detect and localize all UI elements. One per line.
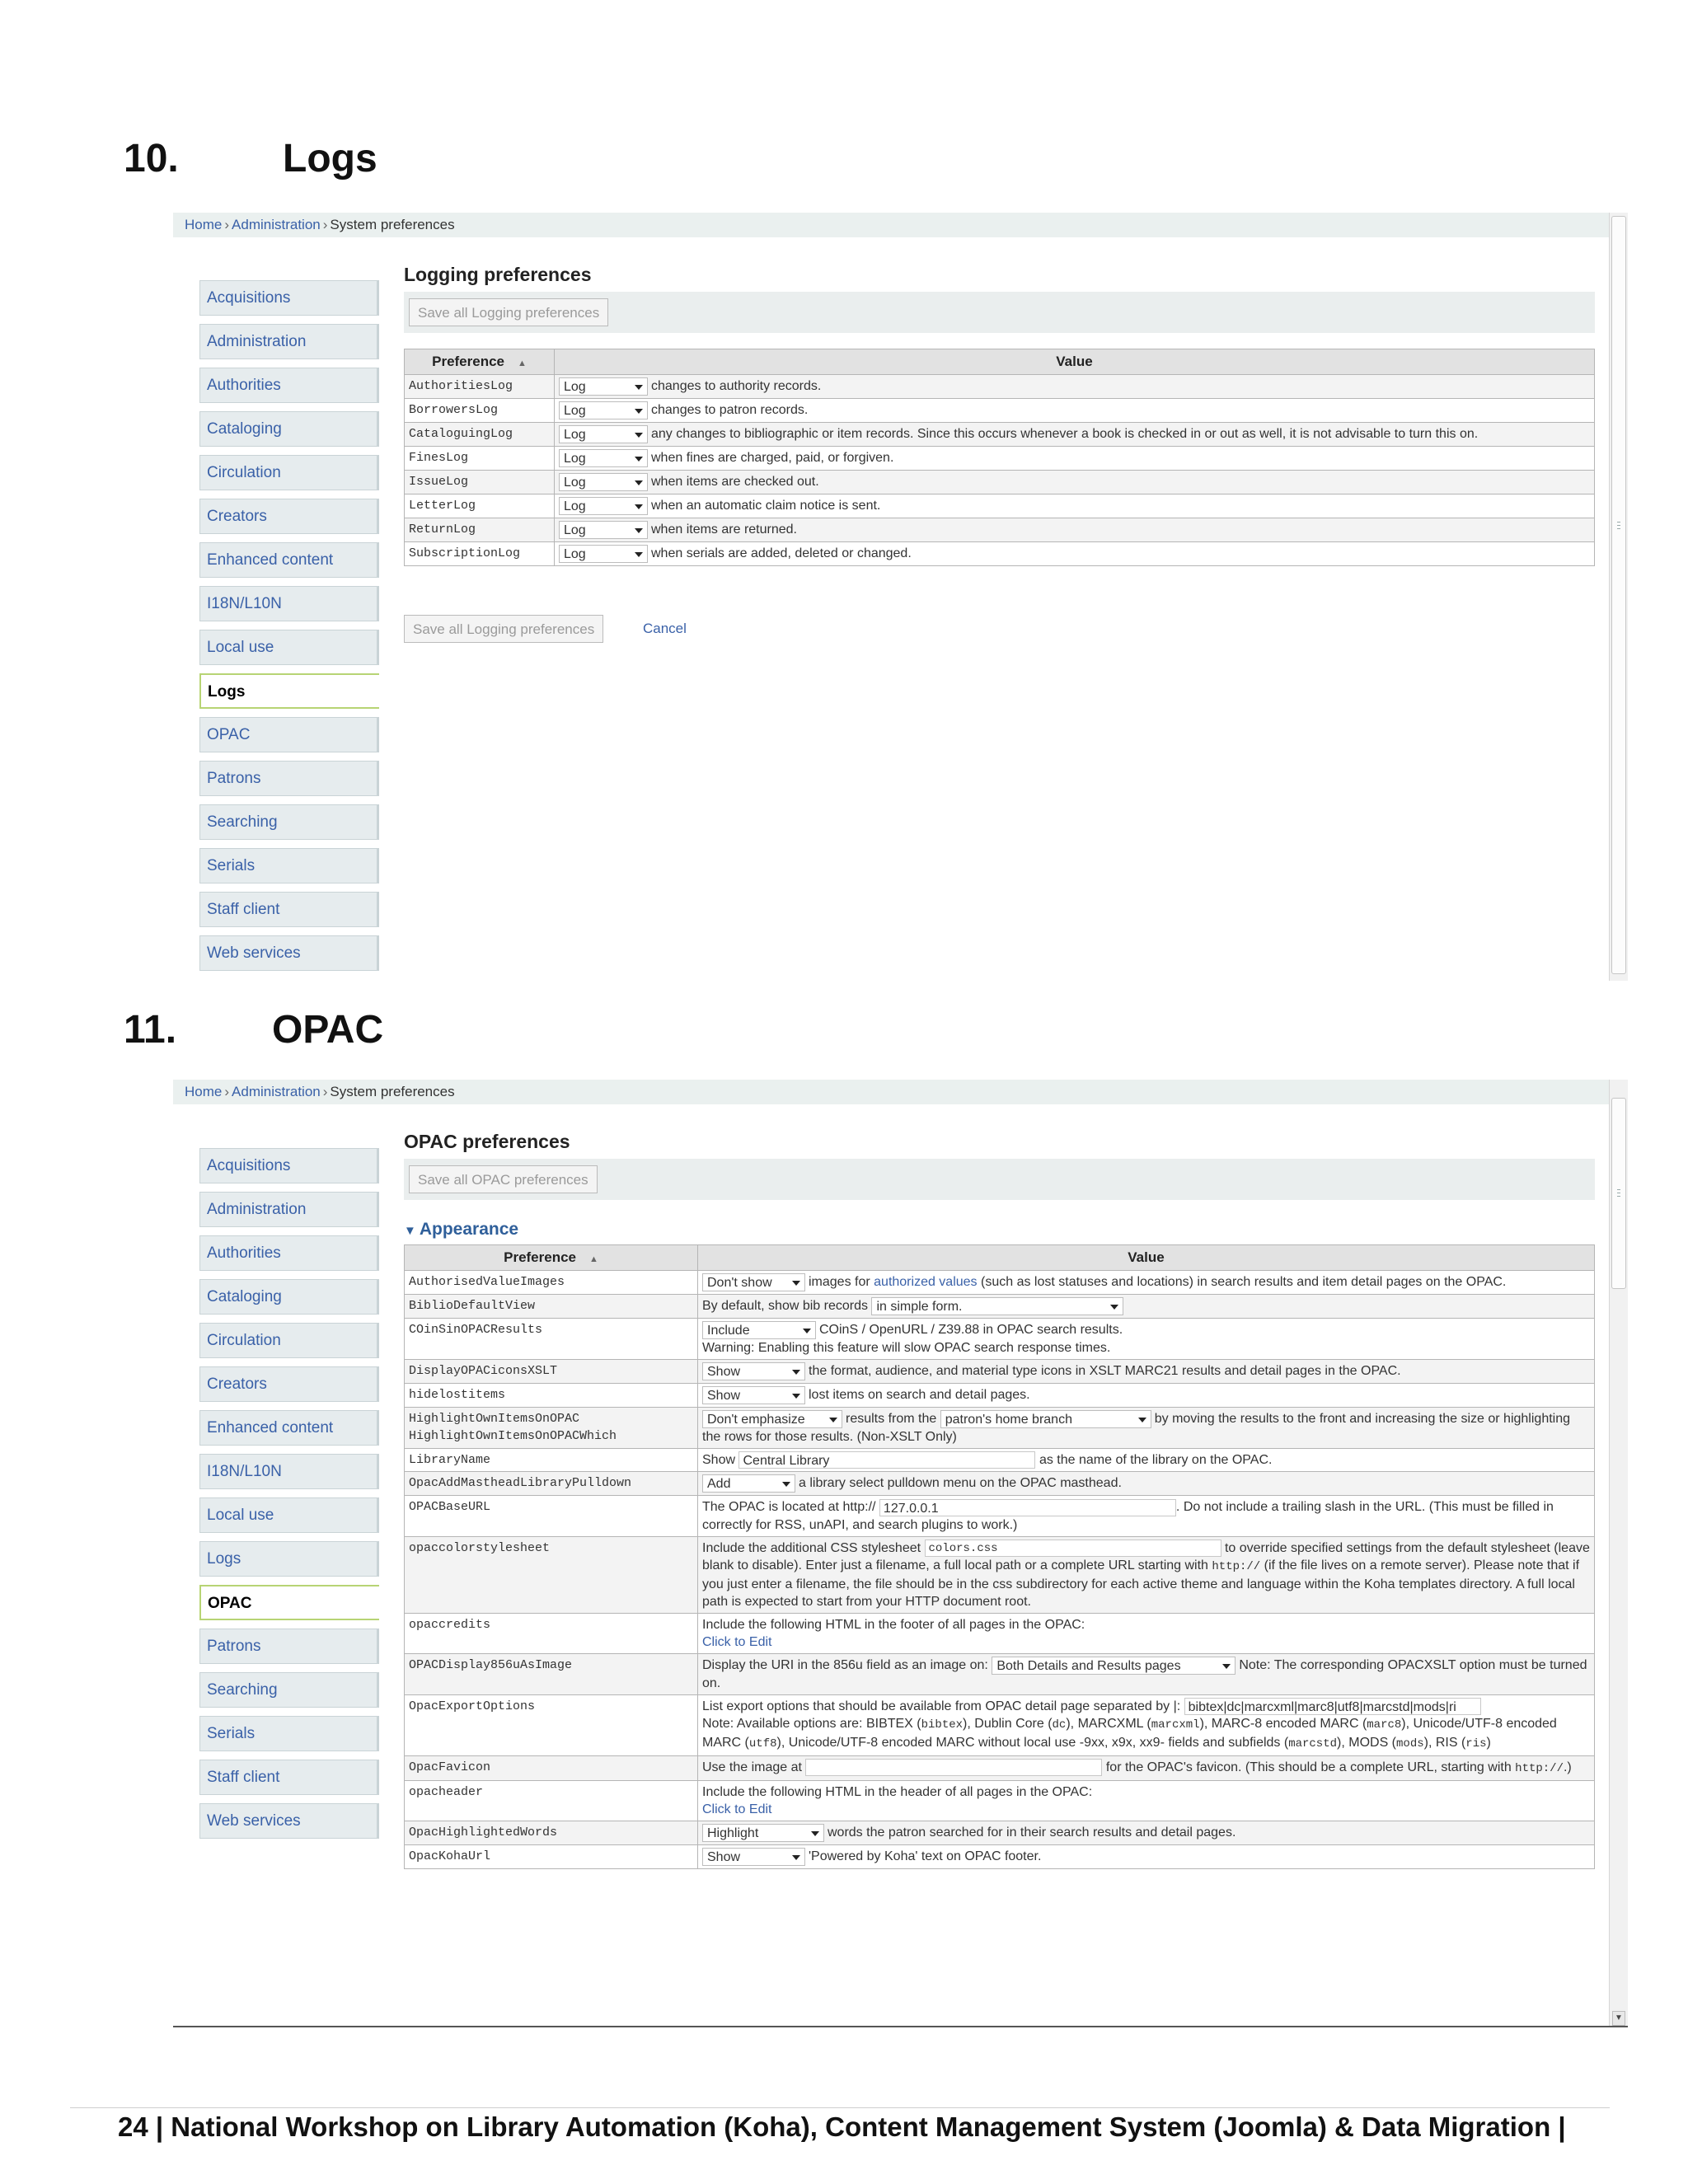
section-number: 10. [124, 137, 179, 180]
pref-description: when fines are charged, paid, or forgiven. [651, 451, 894, 466]
sidebar-item-staff-client[interactable]: Staff client [199, 1760, 379, 1795]
scrollbar-thumb[interactable] [1611, 216, 1626, 974]
page-footer: 24 | National Workshop on Library Automation (Koha), Content Management System (Joomla) & Data Migration | [118, 2111, 1566, 2142]
table-row [405, 1845, 1595, 1869]
pref-value: Show Central Library as the name of the library on the OPAC. [698, 1449, 1595, 1472]
pref-value: Include COinS / OpenURL / Z39.88 in OPAC search results. Warning: Enabling this feature will slow OPAC search response times. [698, 1319, 1595, 1360]
log-select[interactable]: Log [559, 377, 648, 396]
pref-name: OPACBaseURL [405, 1496, 698, 1536]
breadcrumb: Home › Administration › System preferences [173, 213, 1628, 237]
pref-input[interactable]: 127.0.0.1 [879, 1499, 1176, 1516]
table-row [405, 542, 1595, 566]
footer-divider [70, 2107, 1610, 2108]
pref-value: Show the format, audience, and material type icons in XSLT MARC21 results and detail pages in the OPAC. [698, 1360, 1595, 1384]
sidebar-item-patrons[interactable]: Patrons [199, 761, 379, 796]
pref-value [555, 447, 1595, 471]
table-row [405, 1756, 1595, 1781]
sidebar-item-web-services[interactable]: Web services [199, 1803, 379, 1839]
table-row [405, 494, 1595, 518]
pref-input[interactable]: colors.css [925, 1540, 1221, 1557]
pref-description: when serials are added, deleted or changed. [651, 546, 912, 561]
sidebar-item-serials[interactable]: Serials [199, 1716, 379, 1751]
section-title: OPAC [272, 1008, 384, 1052]
breadcrumb-home[interactable]: Home [185, 1084, 223, 1099]
breadcrumb: Home › Administration › System preferences [173, 1080, 1628, 1104]
log-select[interactable]: Log [559, 545, 648, 563]
click-to-edit-link[interactable]: Click to Edit [702, 1634, 772, 1649]
collapse-triangle-icon: ▼ [404, 1224, 416, 1238]
pref-name: LetterLog [405, 494, 555, 518]
page-title: Logging preferences [404, 264, 592, 285]
sidebar-item-web-services[interactable]: Web services [199, 935, 379, 971]
pref-select[interactable]: Include [702, 1321, 816, 1339]
pref-value: List export options that should be available from OPAC detail page separated by |: bibtex|dc|marcxml|marc8|utf8|marcstd|mods|ri Note: Available options are: BIBTEX (bibtex), Dublin Core (dc), MARCXML (marcxml), MARC-8 encoded MARC (marc8), Unicode/UTF-8 encoded MARC (utf8), Unicode/UTF-8 encoded MARC without local use -9xx, x9x, xx9- fields and subfields (marcstd), MODS (mods), RIS (ris) [698, 1694, 1595, 1755]
pref-name: AuthoritiesLog [405, 375, 555, 399]
sidebar-item-searching[interactable]: Searching [199, 1672, 379, 1708]
pref-name: OpacExportOptions [405, 1694, 698, 1755]
pref-description: any changes to bibliographic or item records. Since this occurs whenever a book is checked in or out as well, it is not advisable to turn this on. [651, 427, 1479, 442]
table-row [405, 1271, 1595, 1295]
pref-name: DisplayOPACiconsXSLT [405, 1360, 698, 1384]
pref-value [555, 494, 1595, 518]
table-row [405, 1653, 1595, 1694]
sidebar-item-opac[interactable]: OPAC [199, 1585, 379, 1620]
sidebar-item-creators[interactable]: Creators [199, 499, 379, 534]
sidebar-item-authorities[interactable]: Authorities [199, 368, 379, 403]
opac-preferences-panel [404, 1129, 1595, 2027]
sidebar-item-i18n-l10n[interactable]: I18N/L10N [199, 586, 379, 621]
sidebar-item-serials[interactable]: Serials [199, 848, 379, 883]
table-row [405, 518, 1595, 542]
sidebar-item-administration[interactable]: Administration [199, 324, 379, 359]
cancel-link[interactable]: Cancel [643, 621, 687, 636]
pref-input[interactable]: Central Library [738, 1451, 1035, 1469]
pref-select[interactable]: Show [702, 1386, 805, 1404]
pref-name: FinesLog [405, 447, 555, 471]
log-select[interactable]: Log [559, 473, 648, 491]
sidebar-item-enhanced-content[interactable]: Enhanced content [199, 542, 379, 578]
pref-select[interactable]: Don't show [702, 1273, 805, 1291]
table-row [405, 1408, 1595, 1449]
table-row [405, 447, 1595, 471]
sidebar-item-authorities[interactable]: Authorities [199, 1235, 379, 1271]
table-row [405, 1449, 1595, 1472]
appearance-section-toggle[interactable]: ▼ Appearance [404, 1220, 519, 1239]
sidebar-item-cataloging[interactable]: Cataloging [199, 411, 379, 447]
pref-input[interactable] [805, 1759, 1102, 1776]
sidebar-item-circulation[interactable]: Circulation [199, 1323, 379, 1358]
preference-column-header[interactable]: Preference ▲ [405, 1245, 698, 1271]
save-all-button-bottom[interactable]: Save all Logging preferences [404, 615, 603, 643]
table-row [405, 1295, 1595, 1319]
sidebar-item-staff-client[interactable]: Staff client [199, 892, 379, 927]
sidebar-item-patrons[interactable]: Patrons [199, 1629, 379, 1664]
value-column-header: Value [698, 1245, 1595, 1271]
pref-select[interactable]: patron's home branch [940, 1410, 1151, 1428]
pref-select[interactable]: Highlight [702, 1824, 824, 1842]
page-title: OPAC preferences [404, 1131, 570, 1152]
sidebar-item-circulation[interactable]: Circulation [199, 455, 379, 490]
pref-description: changes to patron records. [651, 403, 809, 418]
sidebar-item-acquisitions[interactable]: Acquisitions [199, 280, 379, 316]
pref-name: SubscriptionLog [405, 542, 555, 566]
pref-value [555, 471, 1595, 494]
section-title: Logs [283, 137, 377, 180]
pref-value: Add a library select pulldown menu on the OPAC masthead. [698, 1472, 1595, 1496]
pref-name: AuthorisedValueImages [405, 1271, 698, 1295]
preferences-table [404, 349, 1595, 566]
breadcrumb-current: System preferences [330, 217, 455, 232]
sidebar-item-enhanced-content[interactable]: Enhanced content [199, 1410, 379, 1446]
scrollbar[interactable] [1609, 1080, 1628, 2027]
pref-select[interactable]: in simple form. [871, 1297, 1123, 1315]
pref-name: HighlightOwnItemsOnOPAC HighlightOwnItemsOnOPACWhich [405, 1408, 698, 1449]
pref-select[interactable]: Show [702, 1362, 805, 1380]
pref-value [555, 542, 1595, 566]
log-select[interactable]: Log [559, 425, 648, 443]
scrollbar[interactable] [1609, 213, 1628, 981]
sidebar-item-cataloging[interactable]: Cataloging [199, 1279, 379, 1315]
sidebar-item-creators[interactable]: Creators [199, 1366, 379, 1402]
pref-description: when items are checked out. [651, 475, 819, 490]
table-row [405, 1384, 1595, 1408]
log-select[interactable]: Log [559, 401, 648, 419]
log-select[interactable]: Log [559, 521, 648, 539]
table-row [405, 399, 1595, 423]
pref-name: OPACDisplay856uAsImage [405, 1653, 698, 1694]
pref-select[interactable]: Add [702, 1474, 795, 1493]
table-row [405, 1360, 1595, 1384]
sidebar-item-logs[interactable]: Logs [199, 673, 379, 709]
pref-name: OpacAddMastheadLibraryPulldown [405, 1472, 698, 1496]
pref-value [555, 375, 1595, 399]
pref-value: By default, show bib records in simple form. [698, 1295, 1595, 1319]
pref-value: Include the following HTML in the header of all pages in the OPAC: Click to Edit [698, 1781, 1595, 1821]
sidebar-nav [199, 1148, 379, 1847]
sidebar-item-administration[interactable]: Administration [199, 1192, 379, 1227]
preference-column-header[interactable]: Preference ▲ [405, 349, 555, 375]
sidebar-item-opac[interactable]: OPAC [199, 717, 379, 752]
pref-input[interactable]: bibtex|dc|marcxml|marc8|utf8|marcstd|mods|ri [1184, 1698, 1481, 1715]
pref-value: Don't show images for authorized values (such as lost statuses and locations) in search results and item detail pages on the OPAC. [698, 1271, 1595, 1295]
logs-screenshot [173, 213, 1628, 981]
section-number: 11. [124, 1008, 177, 1052]
pref-value: Don't emphasize results from the patron's home branch by moving the results to the front and increasing the size or highlighting the rows for those results. (Non-XSLT Only) [698, 1408, 1595, 1449]
pref-value: Include the additional CSS stylesheet colors.css to override specified settings from the default stylesheet (leave blank to disable). Enter just a filename, a full local path or a complete URL starting with http:// (if the file lives on a remote server). Please note that if you just enter a filename, the file should be in the css subdirectory for each active theme and language within the Koha templates directory. A full local path is expected to start from your HTTP document root. [698, 1536, 1595, 1613]
pref-name: opacheader [405, 1781, 698, 1821]
breadcrumb-current: System preferences [330, 1084, 455, 1099]
sidebar-item-acquisitions[interactable]: Acquisitions [199, 1148, 379, 1183]
table-row [405, 1536, 1595, 1613]
scrollbar-thumb[interactable] [1611, 1098, 1626, 1289]
pref-name: OpacFavicon [405, 1756, 698, 1781]
sidebar-item-searching[interactable]: Searching [199, 804, 379, 840]
breadcrumb-home[interactable]: Home [185, 217, 223, 232]
table-row [405, 1496, 1595, 1536]
sidebar-item-logs[interactable]: Logs [199, 1541, 379, 1577]
pref-name: CataloguingLog [405, 423, 555, 447]
sidebar-item-local-use[interactable]: Local use [199, 1497, 379, 1533]
pref-select[interactable]: Both Details and Results pages [992, 1657, 1236, 1675]
value-column-header: Value [555, 349, 1595, 375]
opac-screenshot [173, 1080, 1628, 2027]
pref-select[interactable]: Don't emphasize [702, 1410, 842, 1428]
section-11-heading [124, 1007, 453, 1057]
pref-select[interactable]: Show [702, 1848, 805, 1866]
pref-name: BiblioDefaultView [405, 1295, 698, 1319]
pref-description: when items are returned. [651, 523, 797, 537]
pref-name: OpacKohaUrl [405, 1845, 698, 1869]
table-row [405, 1319, 1595, 1360]
toolbar [404, 1159, 1595, 1200]
breadcrumb-administration[interactable]: Administration [232, 217, 321, 232]
pref-value: Use the image at for the OPAC's favicon. (This should be a complete URL, starting with http://.) [698, 1756, 1595, 1781]
preferences-table [404, 1244, 1595, 1869]
log-select[interactable]: Log [559, 449, 648, 467]
pref-description: changes to authority records. [651, 379, 822, 394]
pref-value [555, 399, 1595, 423]
table-row [405, 375, 1595, 399]
pref-value: Display the URI in the 856u field as an image on: Both Details and Results pages Note: The corresponding OPACXSLT option must be turned on. [698, 1653, 1595, 1694]
table-row [405, 1613, 1595, 1653]
scroll-down-arrow-icon[interactable]: ▼ [1612, 2011, 1625, 2026]
pref-name: OpacHighlightedWords [405, 1821, 698, 1845]
save-all-button[interactable]: Save all Logging preferences [409, 298, 608, 326]
pref-value: Show lost items on search and detail pages. [698, 1384, 1595, 1408]
sidebar-item-i18n-l10n[interactable]: I18N/L10N [199, 1454, 379, 1489]
table-row [405, 471, 1595, 494]
pref-name: hidelostitems [405, 1384, 698, 1408]
sidebar-nav [199, 280, 379, 979]
pref-name: BorrowersLog [405, 399, 555, 423]
table-row [405, 1781, 1595, 1821]
section-10-heading [124, 136, 453, 185]
table-row [405, 1821, 1595, 1845]
pref-value [555, 423, 1595, 447]
table-row [405, 1694, 1595, 1755]
click-to-edit-link[interactable]: Click to Edit [702, 1802, 772, 1817]
pref-name: ReturnLog [405, 518, 555, 542]
table-row [405, 1472, 1595, 1496]
breadcrumb-administration[interactable]: Administration [232, 1084, 321, 1099]
toolbar [404, 292, 1595, 333]
pref-name: opaccredits [405, 1613, 698, 1653]
pref-name: COinSinOPACResults [405, 1319, 698, 1360]
save-all-button[interactable]: Save all OPAC preferences [409, 1165, 598, 1193]
sidebar-item-local-use[interactable]: Local use [199, 630, 379, 665]
pref-name: LibraryName [405, 1449, 698, 1472]
pref-description: when an automatic claim notice is sent. [651, 499, 881, 513]
authorized-values-link[interactable]: authorized values [874, 1275, 978, 1290]
logging-preferences-panel [404, 262, 1595, 981]
pref-value: Include the following HTML in the footer of all pages in the OPAC: Click to Edit [698, 1613, 1595, 1653]
pref-value: The OPAC is located at http:// 127.0.0.1 . Do not include a trailing slash in the URL. (This must be filled in correctly for RSS, unAPI, and search plugins to work.) [698, 1496, 1595, 1536]
pref-value: Show 'Powered by Koha' text on OPAC footer. [698, 1845, 1595, 1869]
pref-value [555, 518, 1595, 542]
table-row [405, 423, 1595, 447]
pref-name: IssueLog [405, 471, 555, 494]
pref-value: Highlight words the patron searched for in their search results and detail pages. [698, 1821, 1595, 1845]
pref-name: opaccolorstylesheet [405, 1536, 698, 1613]
log-select[interactable]: Log [559, 497, 648, 515]
